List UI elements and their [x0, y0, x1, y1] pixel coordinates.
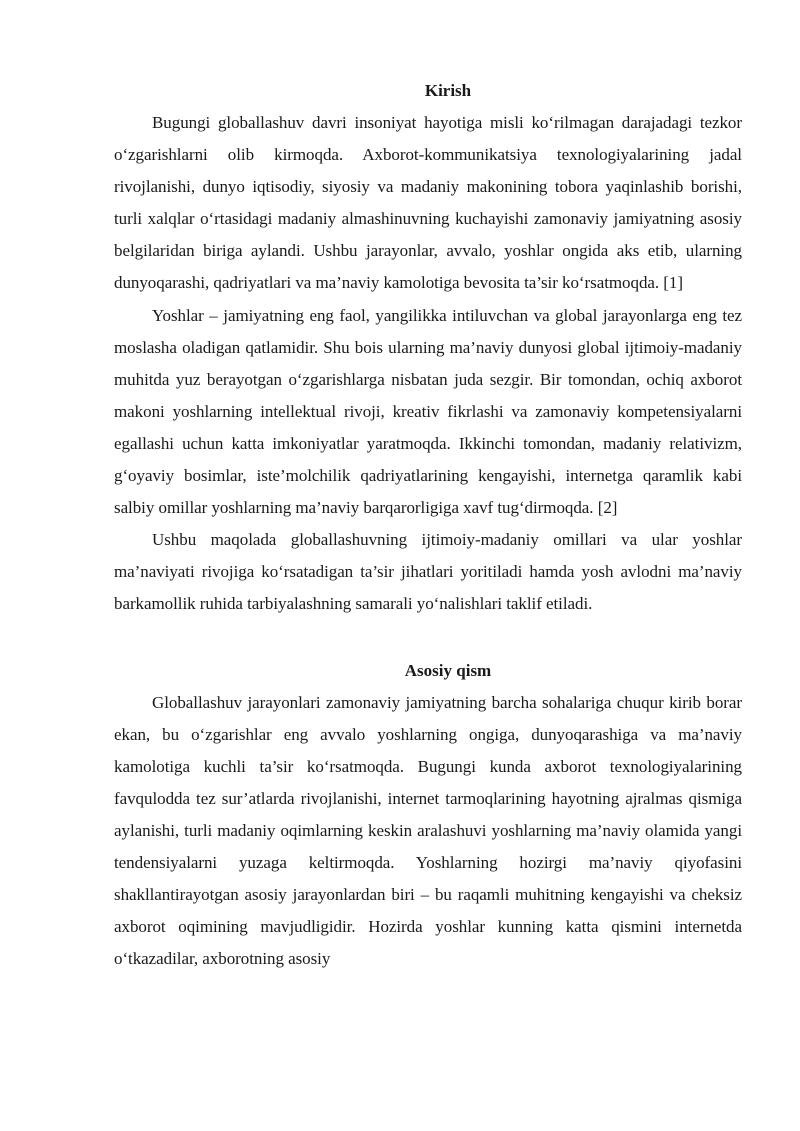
section-heading-kirish: Kirish — [424, 81, 472, 100]
paragraph: Yoshlar – jamiyatning eng faol, yangilikka intiluvchan va global jarayonlarga eng tez moslasha oladigan qatlamidir. Shu bois ularning ma’naviy dunyosi global ijtimoiy-madaniy muhitda yuz berayotgan o‘zgarishlarga nisbatan juda sezgir. Bir tomondan, ochiq axborot makoni yoshlarning intellektual rivoji, kreativ fikrlashi va zamonaviy kompetensiyalarni egallashi uchun katta imkoniyatlar yaratmoqda. Ikkinchi tomondan, madaniy relativizm, g‘oyaviy bosimlar, iste’molchilik qadriyatlarining kengayishi, internetga qaramlik kabi salbiy omillar yoshlarning ma’naviy barqarorligiga xavf tug‘dirmoqda. [2] — [114, 305, 742, 518]
section-spacer — [114, 621, 742, 655]
paragraph: Globallashuv jarayonlari zamonaviy jamiyatning barcha sohalariga chuqur kirib borar ekan, bu o‘zgarishlar eng avvalo yoshlarning ongiga, dunyoqarashiga va ma’naviy kamolotiga kuchli ta’sir ko‘rsatmoqda. Bugungi kunda axborot texnologiyalarining favqulodda tez sur’atlarda rivojlanishi, internet tarmoqlarining hayotning ajralmas qismiga aylanishi, turli madaniy oqimlarning keskin aralashuvi yoshlarning ma’naviy olamida yangi tendensiyalarni yuzaga keltirmoqda. Yoshlarning hozirgi ma’naviy qiyofasini shakllantirayotgan asosiy jarayonlardan biri – bu raqamli muhitning kengayishi va cheksiz axborot oqimining mavjudligidir. Hozirda yoshlar kunning katta qismini internetda o‘tkazadilar, axborotning asosiy — [114, 692, 742, 969]
paragraph: Ushbu maqolada globallashuvning ijtimoiy-madaniy omillari va ular yoshlar ma’naviyati rivojiga ko‘rsatadigan ta’sir jihatlari yoritiladi hamda yosh avlodni ma’naviy barkamollik ruhida tarbiyalashning samarali yo‘nalishlari taklif etiladi. — [114, 530, 742, 614]
section-heading-asosiy-qism: Asosiy qism — [404, 660, 492, 680]
paragraph: Bugungi globallashuv davri insoniyat hayotiga misli ko‘rilmagan darajadagi tezkor o‘zgarishlarni olib kirmoqda. Axborot-kommunikatsiya texnologiyalarining jadal rivojlanishi, dunyo iqtisodiy, siyosiy va madaniy makonining tobora yaqinlashib borishi, turli xalqlar o‘rtasidagi madaniy almashinuvning kuchayishi zamonaviy jamiyatning asosiy belgilaridan biriga aylandi. Ushbu jarayonlar, avvalo, yoshlar ongida aks etib, ularning dunyoqarashi, qadriyatlari va ma’naviy kamolotiga bevosita ta’sir ko‘rsatmoqda. [1] — [114, 113, 742, 293]
document-page — [114, 75, 742, 975]
